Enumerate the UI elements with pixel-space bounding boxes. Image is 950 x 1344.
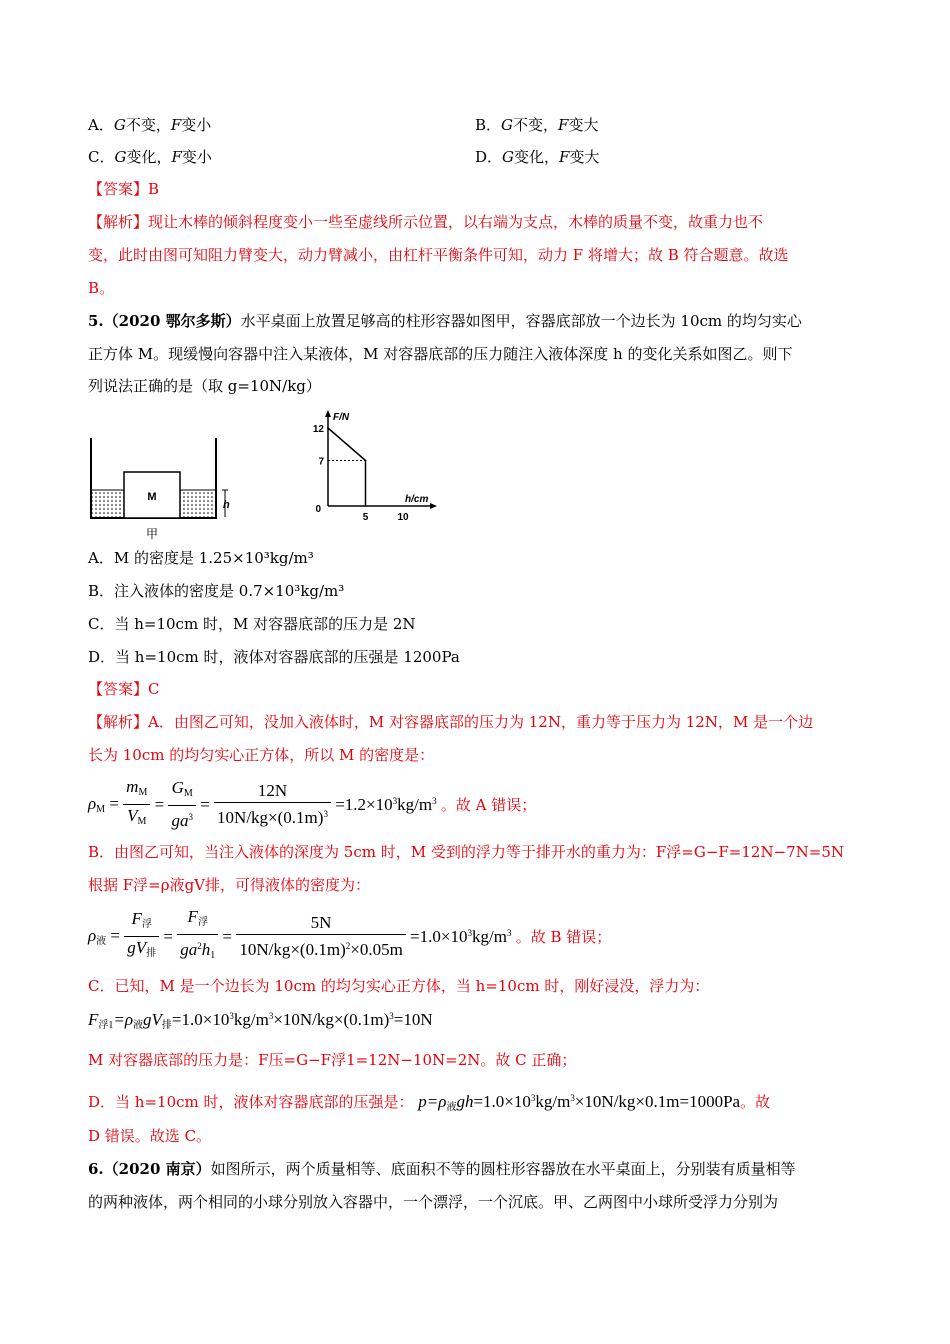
q5-analysis-d-line-2: D 错误。故选 C。 (88, 1127, 212, 1145)
figure-yi-graph (305, 408, 440, 523)
figure-jia (82, 435, 232, 540)
q4-analysis-line-1: 【解析】现让木棒的倾斜程度变小一些至虚线所示位置，以右端为支点，木棒的质量不变，故重力也不 (88, 213, 764, 231)
force-depth-line (328, 428, 366, 506)
y-tick-label: 7 (318, 456, 324, 468)
q4-option-c: C．G变化，F变小 (88, 148, 212, 166)
q5-analysis-c-line-2: M 对容器底部的压力是：F压=G−F浮1=12N−10N=2N。故 C 正确； (88, 1051, 577, 1069)
x-axis-label: h/cm (405, 494, 429, 505)
x-axis-arrow (430, 503, 437, 509)
q4-answer: 【答案】B (88, 180, 160, 198)
q4-analysis-line-2: 变，此时由图可知阻力臂变大，动力臂减小，由杠杆平衡条件可知，动力 F 将增大；故 B 符合题意。故选 (88, 246, 789, 264)
q5-analysis-d-line-1: D．当 h=10cm 时，液体对容器底部的压强是： $p=\rho_液gh=1.0\times 10^3kg/m^3\times 10N/kg\times 0.1m=1000Pa$。故 (88, 1092, 771, 1113)
data-point (327, 427, 329, 429)
q5-analysis-a-line-2: 长为 10cm 的均匀实心正方体，所以 M 的密度是： (88, 746, 435, 764)
q5-option-d: D．当 h=10cm 时，液体对容器底部的压强是 1200Pa (88, 648, 460, 666)
block-label: M (147, 491, 157, 503)
q5-option-b: B．注入液体的密度是 0.7×10³kg/m³ (88, 582, 345, 600)
formula-density-liquid: $\rho_液$ = $\frac{F_浮}{gV_排}$ = $\frac{F_浮}{ga^2h_1}$ = $\frac{5N}{10N/kg\times(0.1m)^2\times 0.05m}$ $=1.0\times 10^3kg/m^3$ 。故 B 错误； (88, 907, 612, 961)
y-axis-arrow (325, 410, 331, 417)
q5-stem-line-2: 正方体 M。现缓慢向容器中注入某液体，M 对容器底部的压力随注入液体深度 h 的变化关系如图乙。则下 (88, 345, 793, 363)
q5-analysis-b-line-1: B．由图乙可知，当注入液体的深度为 5cm 时，M 受到的浮力等于排开水的重力为：F浮=G−F=12N−7N=5N (88, 843, 845, 861)
figure-jia-caption: 甲 (145, 527, 159, 540)
q5-analysis-b-line-2: 根据 F浮=ρ液gV排，可得液体的密度为： (88, 876, 370, 894)
q5-option-a: A．M 的密度是 1.25×10³kg/m³ (88, 549, 314, 567)
formula-pressure: $p=\rho_液gh=1.0\times 10^3kg/m^3\times 10N/kg\times 0.1m=1000Pa$ (418, 1092, 741, 1113)
y-tick-label: 12 (312, 424, 324, 435)
q5-stem-line-1: 5.（2020 鄂尔多斯）水平桌面上放置足够高的柱形容器如图甲，容器底部放一个边长为 10cm 的均匀实心 (88, 312, 802, 330)
q5-analysis-a-line-1: 【解析】A．由图乙可知，没加入液体时，M 对容器底部的压力为 12N，重力等于压力为 12N，M 是一个边 (88, 713, 814, 731)
q5-analysis-c-line-1: C．已知，M 是一个边长为 10cm 的均匀实心正方体，当 h=10cm 时，刚好浸没，浮力为： (88, 977, 710, 995)
q4-option-a: A．G不变，F变小 (88, 116, 212, 134)
q4-option-b: B．G不变，F变大 (475, 116, 599, 134)
x-tick-label: 10 (397, 512, 409, 523)
q4-option-d: D．G变化，F变大 (475, 148, 600, 166)
formula-density-m: $\rho_M$ = $\frac{m_M}{V_M}$ = $\frac{G_M}{ga^3}$ = $\frac{12N}{10N/kg\times(0.1m)^3}$ $=1.2\times 10^3kg/m^3$ 。故 A 错误； (88, 777, 537, 830)
depth-label: h (223, 499, 230, 511)
y-axis-label: F/N (333, 412, 350, 423)
q5-stem-line-3: 列说法正确的是（取 g=10N/kg） (88, 377, 321, 395)
origin-label: 0 (315, 504, 321, 515)
q5-option-c: C．当 h=10cm 时，M 对容器底部的压力是 2N (88, 615, 416, 633)
data-point (365, 460, 367, 462)
data-point (365, 505, 367, 507)
q6-stem-line-1: 6.（2020 南京）如图所示，两个质量相等、底面积不等的圆柱形容器放在水平桌面上，分别装有质量相等 (88, 1160, 796, 1178)
q6-stem-line-2: 的两种液体，两个相同的小球分别放入容器中，一个漂浮，一个沉底。甲、乙两图中小球所受浮力分别为 (88, 1193, 779, 1211)
x-tick-label: 5 (362, 512, 369, 523)
q5-answer: 【答案】C (88, 680, 160, 698)
formula-buoyancy: $F_{浮1}=\rho_液gV_排=1.0\times 10^3kg/m^3\times 10N/kg\times(0.1m)^3=10N$ (88, 1010, 433, 1031)
q4-analysis-line-3: B。 (88, 279, 115, 297)
